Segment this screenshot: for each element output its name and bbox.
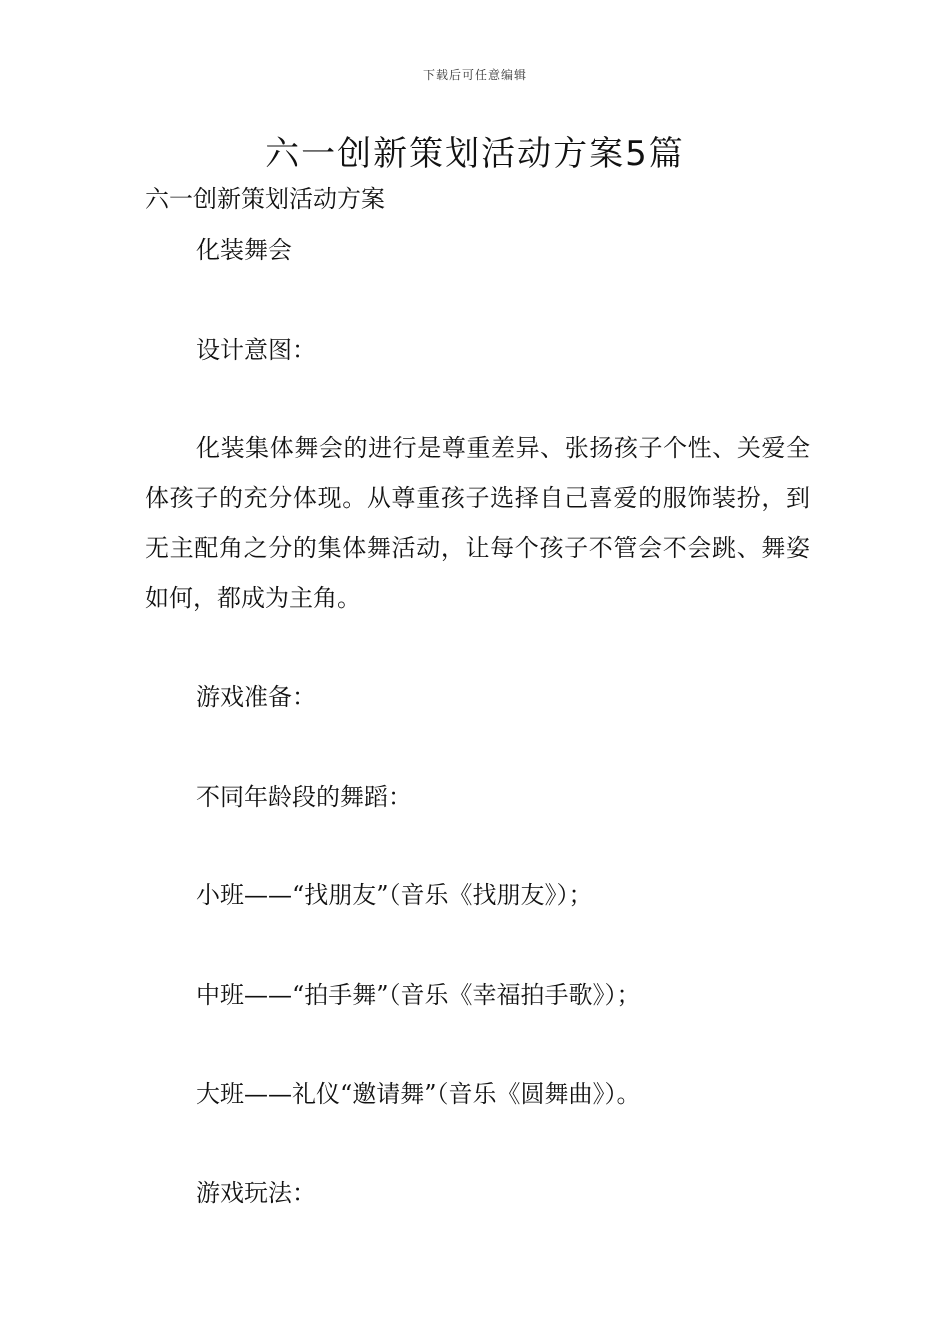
design-paragraph: 化装集体舞会的进行是尊重差异、张扬孩子个性、关爱全体孩子的充分体现。从尊重孩子选择自己喜爱的服饰装扮，到无主配角之分的集体舞活动，让每个孩子不管会不会跳、舞姿如何，都成为主角。: [145, 434, 810, 612]
middle-class-dance: 中班——“拍手舞”（音乐《幸福拍手歌》）；: [196, 981, 641, 1009]
activity-name: 化装舞会: [196, 236, 292, 264]
design-heading: 设计意图：: [196, 336, 316, 364]
large-class-dance: 大班——礼仪“邀请舞”（音乐《圆舞曲》）。: [196, 1080, 641, 1108]
play-heading: 游戏玩法：: [196, 1179, 316, 1207]
document-subtitle: 六一创新策划活动方案: [145, 185, 385, 213]
document-title: 六一创新策划活动方案5篇: [265, 134, 685, 174]
dance-heading: 不同年龄段的舞蹈：: [196, 783, 412, 811]
prep-heading: 游戏准备：: [196, 683, 316, 711]
header-note: 下载后可任意编辑: [422, 68, 527, 82]
small-class-dance: 小班——“找朋友”（音乐《找朋友》）；: [196, 881, 593, 909]
